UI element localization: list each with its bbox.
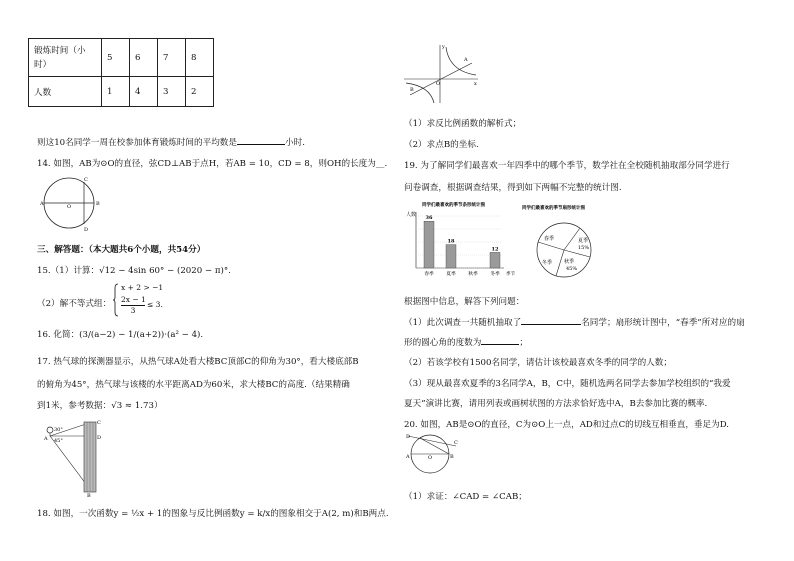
table-cell: 人数 <box>29 77 102 107</box>
svg-text:y: y <box>442 44 445 50</box>
svg-text:45°: 45° <box>54 438 63 444</box>
answer-blank[interactable] <box>481 335 519 345</box>
inequality-2-rhs: ≤ 3. <box>147 300 163 309</box>
inequality-2-denominator: 3 <box>130 306 136 315</box>
svg-text:A: A <box>44 436 48 442</box>
svg-text:D: D <box>97 435 102 441</box>
svg-text:C: C <box>97 420 101 426</box>
bar-category-label: 冬季 <box>490 272 500 277</box>
table-row <box>29 39 214 77</box>
table-cell: 4 <box>130 77 158 107</box>
pie-label-autumn: 秋季 <box>564 259 575 265</box>
q19-answer2: （2）若该学校有1500名同学，请估计该校最喜欢冬季的同学的人数； <box>404 358 672 368</box>
q19-line1: 19. 为了解同学们最喜欢一年四季中的哪个季节，数学社在全校随机抽取部分同学进行 <box>404 161 730 171</box>
bar-chart-ylabel: 人数 <box>406 212 417 218</box>
bar-0 <box>424 221 434 268</box>
q17-balloon-building-figure <box>40 420 110 498</box>
svg-text:x: x <box>474 81 477 87</box>
table-cell: 5 <box>102 39 130 77</box>
table-cell: 6 <box>130 39 158 77</box>
table-cell: 2 <box>186 77 214 107</box>
q19-answer1-cont: 形的圆心角的度数为 ； <box>404 335 528 348</box>
table-cell: 7 <box>158 39 186 77</box>
q17-line1: 17. 热气球的探测器显示，从热气球A处看大楼BC顶部C的仰角为30°，看大楼底部B <box>37 357 359 367</box>
answer-blank[interactable] <box>237 135 285 145</box>
season-pie-chart <box>520 200 612 282</box>
q19-answer1: （1）此次调查一共随机抽取了 名同学；扇形统计图中，“春季”所对应的扇 <box>404 315 745 328</box>
table-cell: 3 <box>158 77 186 107</box>
svg-text:C: C <box>454 440 458 446</box>
table-cell: 1 <box>102 77 130 107</box>
bar-1 <box>446 245 456 268</box>
q19-answer3-line2: 夏天”演讲比赛，请用列表或画树状图的方法求恰好选中A，B去参加比赛的概率. <box>404 399 708 409</box>
svg-text:C: C <box>84 177 88 183</box>
svg-text:30°: 30° <box>54 427 63 433</box>
inequality-2-numerator: 2x − 1 <box>121 295 146 304</box>
bar-chart-title: 同学们最喜欢的季节条形统计图 <box>422 203 485 208</box>
svg-text:D: D <box>406 434 411 440</box>
q13-tail: 则这10名同学一周在校参加体育锻炼时间的平均数是 小时. <box>37 135 305 148</box>
q20-circle-figure <box>404 432 462 476</box>
bar-category-label: 秋季 <box>468 272 478 277</box>
q18-part1: （1）求反比例函数的解析式； <box>404 119 522 129</box>
q14-text: 14. 如图，AB为⊙O的直径，弦CD⊥AB于点H，若AB = 10，CD = 8，则OH的长度为__. <box>37 159 388 169</box>
info-text: 根据图中信息，解答下列问题： <box>404 297 525 307</box>
svg-text:O: O <box>67 204 72 210</box>
table-cell: 锻炼时间（小 时） <box>29 39 102 77</box>
q17-line2: 的俯角为45°，热气球与该楼的水平距离AD为60米，求大楼BC的高度.（结果精确 <box>37 380 350 390</box>
bar-value-label: 18 <box>447 238 455 245</box>
pie-label-summer: 夏季 <box>578 238 589 244</box>
bar-value-label: 12 <box>491 246 499 253</box>
inequality-1: x + 2 > −1 <box>121 283 164 292</box>
q20-text: 20. 如图，AB是⊙O的直径，C为⊙O上一点，AD和过点C的切线互相垂直，垂足为D. <box>404 420 730 430</box>
bar-category-label: 春季 <box>424 272 434 277</box>
section-3-heading: 三、解答题：（本大题共6个小题，共54分） <box>37 245 206 255</box>
svg-text:B: B <box>96 201 100 207</box>
q15-part1: 15.（1）计算：√12 − 4sin 60° − (2020 − π)°. <box>37 266 231 276</box>
svg-text:O: O <box>436 81 441 87</box>
q18-function-graph <box>402 43 480 105</box>
pie-label-autumn-pct: 45% <box>566 266 578 272</box>
svg-text:B: B <box>450 454 454 460</box>
table-cell: 8 <box>186 39 214 77</box>
q17-line3: 到1米，参考数据：√3 ≈ 1.73） <box>37 401 163 411</box>
bar-category-label: 夏季 <box>446 272 456 277</box>
q15-part2: （2）解不等式组： <box>37 299 112 309</box>
svg-text:O: O <box>428 455 433 461</box>
exercise-time-table <box>28 38 214 107</box>
q18-part2: （2）求点B的坐标. <box>404 140 479 150</box>
bar-3 <box>490 252 500 268</box>
svg-text:A: A <box>406 454 410 460</box>
pie-chart-title: 同学们最喜欢的季节扇形统计图 <box>522 206 585 211</box>
table-row <box>29 77 214 107</box>
q18-text: 18. 如图，一次函数y = ½x + 1的图象与反比例函数y = k/x的图象相交于A(2, m)和B两点. <box>37 509 389 519</box>
bar-value-label: 36 <box>425 215 433 222</box>
brace-icon <box>113 283 119 317</box>
bar-chart-xlabel: 季节 <box>506 272 515 277</box>
svg-text:D: D <box>84 227 89 232</box>
q16-text: 16. 化简：(3/(a−2) − 1/(a+2))·(a² − 4). <box>37 330 204 340</box>
svg-text:A: A <box>464 57 468 63</box>
q19-line2: 问卷调查，根据调查结果，得到如下两幅不完整的统计图. <box>404 183 622 193</box>
svg-text:B: B <box>87 493 91 498</box>
svg-text:B: B <box>410 87 414 93</box>
pie-label-summer-pct: 15% <box>578 245 590 251</box>
q20-part1: （1）求证：∠CAD = ∠CAB； <box>404 492 527 502</box>
season-bar-chart <box>404 198 524 280</box>
pie-label-winter: 冬季 <box>542 260 553 266</box>
pie-label-spring: 春季 <box>544 236 555 242</box>
q14-circle-figure <box>40 174 102 232</box>
answer-blank[interactable] <box>521 315 581 325</box>
q19-answer3-line1: （3）现从最喜欢夏季的3名同学A，B，C中，随机选两名同学去参加学校组织的“我爱 <box>404 379 731 389</box>
svg-text:A: A <box>40 201 44 207</box>
